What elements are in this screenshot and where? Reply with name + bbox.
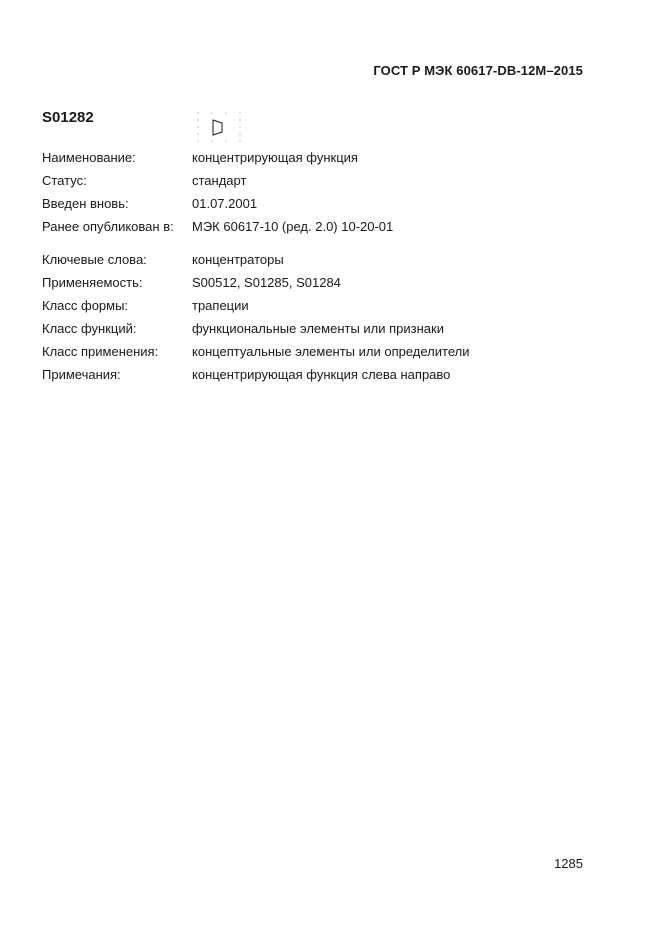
document-header: ГОСТ Р МЭК 60617-DB-12М–2015 — [373, 63, 583, 78]
field-value-keywords: концентраторы — [192, 252, 284, 267]
page-number: 1285 — [554, 856, 583, 871]
symbol-code: S01282 — [42, 109, 94, 126]
field-label-notes: Примечания: — [42, 367, 121, 382]
grid-dots-icon — [197, 112, 240, 141]
field-value-published: МЭК 60617-10 (ред. 2.0) 10-20-01 — [192, 219, 394, 234]
field-value-status: стандарт — [192, 173, 247, 188]
field-label-published: Ранее опубликован в: — [42, 219, 174, 234]
field-value-notes: концентрирующая функция слева направо — [192, 367, 451, 382]
field-label-function-class: Класс функций: — [42, 321, 137, 336]
field-value-name: концентрирующая функция — [192, 150, 358, 165]
field-value-applicability: S00512, S01285, S01284 — [192, 275, 341, 290]
field-label-keywords: Ключевые слова: — [42, 252, 147, 267]
field-label-introduced: Введен вновь: — [42, 196, 129, 211]
field-value-shape-class: трапеции — [192, 298, 249, 313]
field-label-shape-class: Класс формы: — [42, 298, 129, 313]
field-label-applicability: Применяемость: — [42, 275, 143, 290]
field-value-introduced: 01.07.2001 — [192, 196, 258, 211]
field-label-name: Наименование: — [42, 150, 136, 165]
field-label-status: Статус: — [42, 173, 87, 188]
field-label-application-class: Класс применения: — [42, 344, 159, 359]
field-value-function-class: функциональные элементы или признаки — [192, 321, 444, 336]
field-value-application-class: концептуальные элементы или определители — [192, 344, 470, 359]
trapezoid-concentrator-icon — [196, 111, 244, 143]
